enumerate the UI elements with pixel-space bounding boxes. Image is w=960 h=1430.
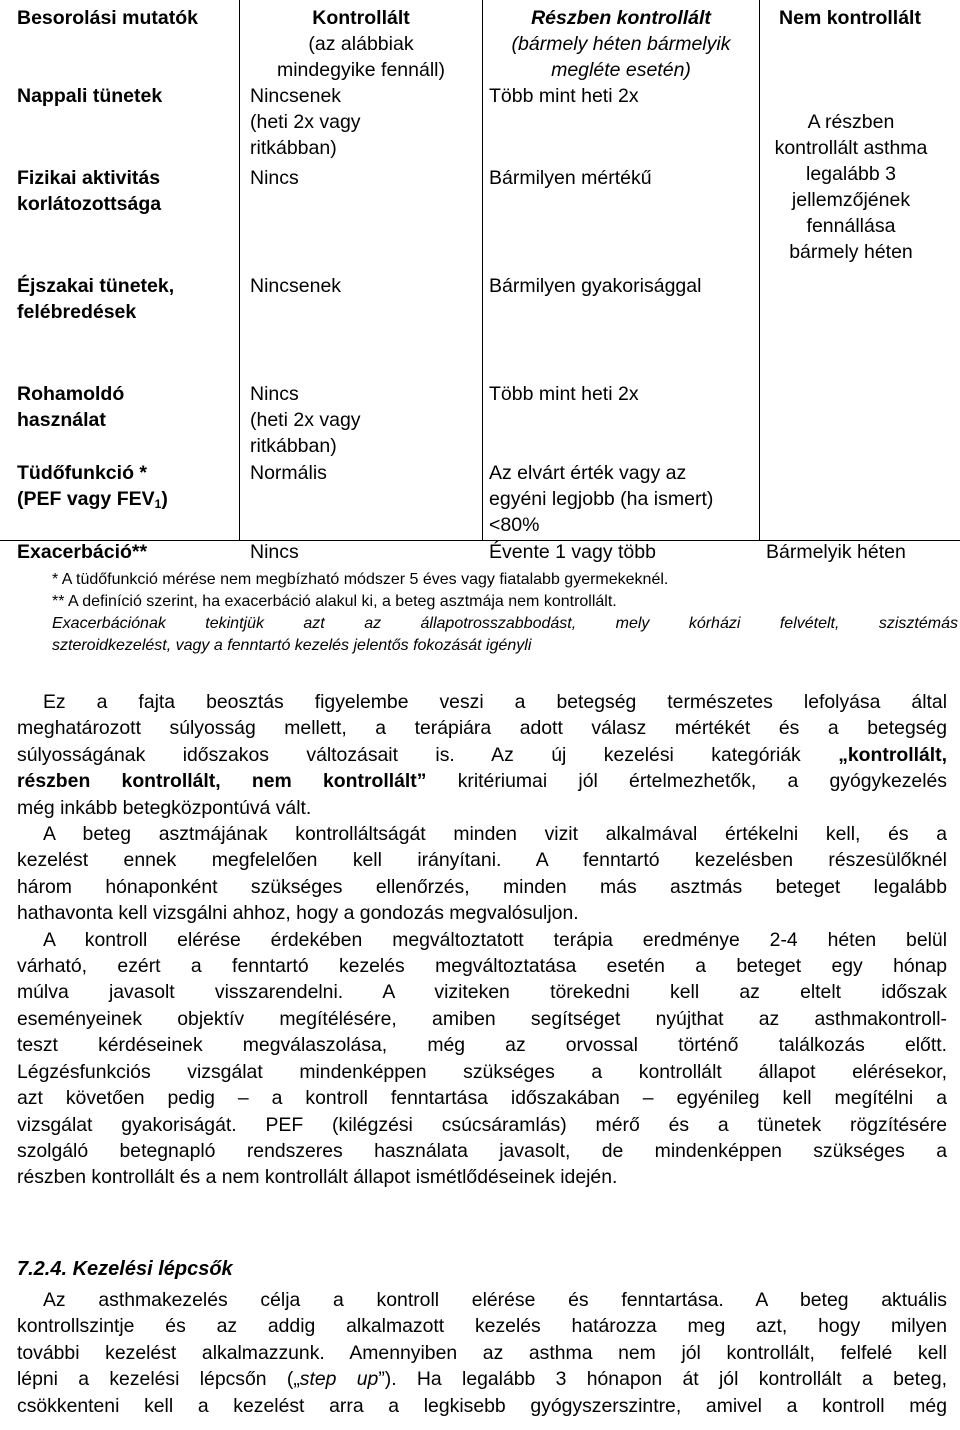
cell-nappali-controlled [250,83,361,161]
text-line: részben kontrollált és a nem kontrollált állapot ismétlődéseinek idején. [17,1166,618,1189]
row-label-line: Fizikai aktivitás [17,167,161,189]
cell-line: (heti 2x vagy [250,409,361,431]
text-line: Légzésfunkciós vizsgálat mindenképpen szükséges a kontrollált állapot elérésekor, [17,1060,947,1083]
cell-nappali-partly: Több mint heti 2x [489,85,639,107]
row-label-line: Tüdőfunkció * [17,462,147,484]
row-label-line: Éjszakai tünetek, [17,275,175,297]
row-label-line: korlátozottsága [17,193,162,215]
cell-ejszakai-controlled: Nincsenek [250,275,342,297]
text-line [17,742,947,768]
header-col3-sub: (bármely héten bármelyik [511,33,731,55]
row-label-ejszakai [17,273,174,325]
row-label-line [17,486,168,517]
header-col2-title: Kontrollált [312,7,410,29]
header-col2-sub: (az alábbiak [308,33,414,55]
text-line: meghatározott súlyosság mellett, a terápiára adott válasz mértékét és a betegség [17,717,947,740]
text-line: még inkább betegközpontúvá vált. [17,796,312,819]
cell-exacerbacio-controlled: Nincs [250,541,299,563]
cell-rohamoldo-partly: Több mint heti 2x [489,383,639,405]
footnote-1: * A tüdőfunkció mérése nem megbízható módszer 5 éves vagy fiatalabb gyermekeknél. [52,571,669,588]
header-col2 [240,5,482,83]
text-line: Ez a fajta beosztás figyelembe veszi a betegség természetes lefolyása által [43,691,947,713]
cell-line: A részben [807,111,895,133]
cell-uncontrolled-merged [760,109,942,265]
table-divider-3 [759,0,760,540]
paragraph-1 [17,689,947,821]
text-line: vizsgálat gyakoriságát. PEF (kilégzési csúcsáramlás) mérő és a tünetek rögzítésére [17,1113,947,1136]
cell-rohamoldo-controlled [250,381,361,459]
cell-tudofunkcio-controlled: Normális [250,462,327,484]
text-line: kontrollszintje és az addig alkalmazott kezelés határozza meg azt, hogy milyen [17,1315,947,1338]
text-line: A beteg asztmájának kontrolláltságát minden vizit alkalmával értékelni kell, és a [43,823,947,846]
footnote-2: ** A definíció szerint, ha exacerbáció alakul ki, a beteg asztmája nem kontrollált. [52,593,617,610]
italic-run: step up [299,1368,379,1391]
cell-line: (heti 2x vagy [250,111,361,133]
text-line: A kontroll elérése érdekében megváltoztatott terápia eredménye 2-4 héten belül [43,928,947,951]
cell-exacerbacio-uncontrolled: Bármelyik héten [766,541,906,563]
cell-line: Nincsenek [250,85,342,107]
text-run: ”). Ha legalább 3 hónapon át jól kontrollált a beteg, [378,1368,947,1391]
cell-line: egyéni legjobb (ha ismert) [489,488,714,510]
row-label-rohamoldo [17,381,124,433]
cell-line: fennállása [806,215,896,237]
cell-tudofunkcio-partly [489,460,713,538]
text-line: eseményeinek objektív megítélésére, amiben segítséget nyújthat az asthmakontroll- [17,1007,947,1030]
header-col3-title: Részben kontrollált [531,7,711,29]
header-col3-sub: megléte esetén) [551,59,691,81]
text-line: azt követően pedig – a kontroll fenntartása időszakában – egyénileg kell megítélni a [17,1087,947,1110]
cell-line: bármely héten [789,241,913,263]
text-line: múlva javasolt visszarendelni. A viziteken törekedni kell az eltelt időszak [17,981,947,1004]
row-label-line: felébredések [17,301,137,323]
text-line: három hónaponként szükséges ellenőrzés, minden más asztmás beteget legalább [17,875,947,898]
text-line: hathavonta kell vizsgálni ahhoz, hogy a gondozás megvalósuljon. [17,902,579,925]
cell-line: legalább 3 [806,163,896,185]
cell-line: Nincs [250,383,299,405]
bold-run: részben kontrollált, nem kontrollált” [17,770,427,793]
label-text: ) [161,488,168,510]
cell-line: ritkábban) [250,137,337,159]
text-line: szolgáló betegnapló rendszeres használata javasolt, de mindenképpen szükséges a [17,1139,947,1162]
cell-line: jellemzőjének [791,189,911,211]
header-col4: Nem kontrollált [779,7,921,29]
text-run: kritériumai jól értelmezhetők, a gyógykezelés [426,770,947,793]
text-line: csökkenteni kell a kezelést arra a legkisebb gyógyszerszintre, amivel a kontroll még [17,1394,947,1417]
header-col1: Besorolási mutatók [17,7,198,29]
header-col3 [483,5,759,83]
text-line: teszt kérdéseinek megválaszolása, még az orvossal történő találkozás előtt. [17,1034,947,1057]
paragraph-3 [17,927,947,1191]
row-label-nappali: Nappali tünetek [17,85,163,107]
section-heading: 7.2.4. Kezelési lépcsők [17,1258,233,1280]
cell-line: ritkábban) [250,435,337,457]
body-text [17,689,947,1191]
row-label-line: Rohamoldó [17,383,125,405]
text-line: Az asthmakezelés célja a kontroll elérése és fenntartása. A beteg aktuális [43,1289,947,1311]
header-col2-sub: mindegyike fennáll) [276,59,445,81]
paragraph-2 [17,821,947,927]
footnotes [52,569,958,657]
text-line [17,1366,947,1392]
text-run: lépni a kezelési lépcsőn („ [17,1368,300,1391]
label-subscript: 1 [154,497,162,511]
cell-exacerbacio-partly: Évente 1 vagy több [489,541,656,563]
text-line: várható, ezért a fenntartó kezelés megváltoztatása esetén a beteget egy hónap [17,955,947,978]
cell-line: <80% [489,514,540,536]
row-label-line: használat [17,409,106,431]
paragraph-4 [17,1287,947,1419]
text-line [17,768,947,794]
footnote-3-line1: Exacerbációnak tekintjük azt az állapotrosszabbodást, mely kórházi felvételt, szisztémás [52,615,958,632]
row-label-tudofunkcio [17,460,168,517]
text-run: súlyosságának időszakos változásait is. Az új kezelési kategóriák [17,743,839,766]
cell-line: Az elvárt érték vagy az [489,462,687,484]
cell-fizikai-partly: Bármilyen mértékű [489,167,652,189]
cell-fizikai-controlled: Nincs [250,167,299,189]
cell-ejszakai-partly: Bármilyen gyakorisággal [489,275,702,297]
footnote-3-line2: szteroidkezelést, vagy a fenntartó kezelés jelentős fokozását igényli [52,637,532,654]
label-text: (PEF vagy FEV [17,488,155,510]
row-label-fizikai [17,165,161,217]
text-line: kezelést ennek megfelelően kell irányítani. A fenntartó kezelésben részesülőknél [17,849,947,872]
text-line: további kezelést alkalmazzunk. Amennyiben az asthma nem jól kontrollált, felfelé kell [17,1341,947,1364]
row-label-exacerbacio: Exacerbáció** [17,541,148,563]
cell-line: kontrollált asthma [774,137,928,159]
bold-run: „kontrollált, [838,743,947,766]
